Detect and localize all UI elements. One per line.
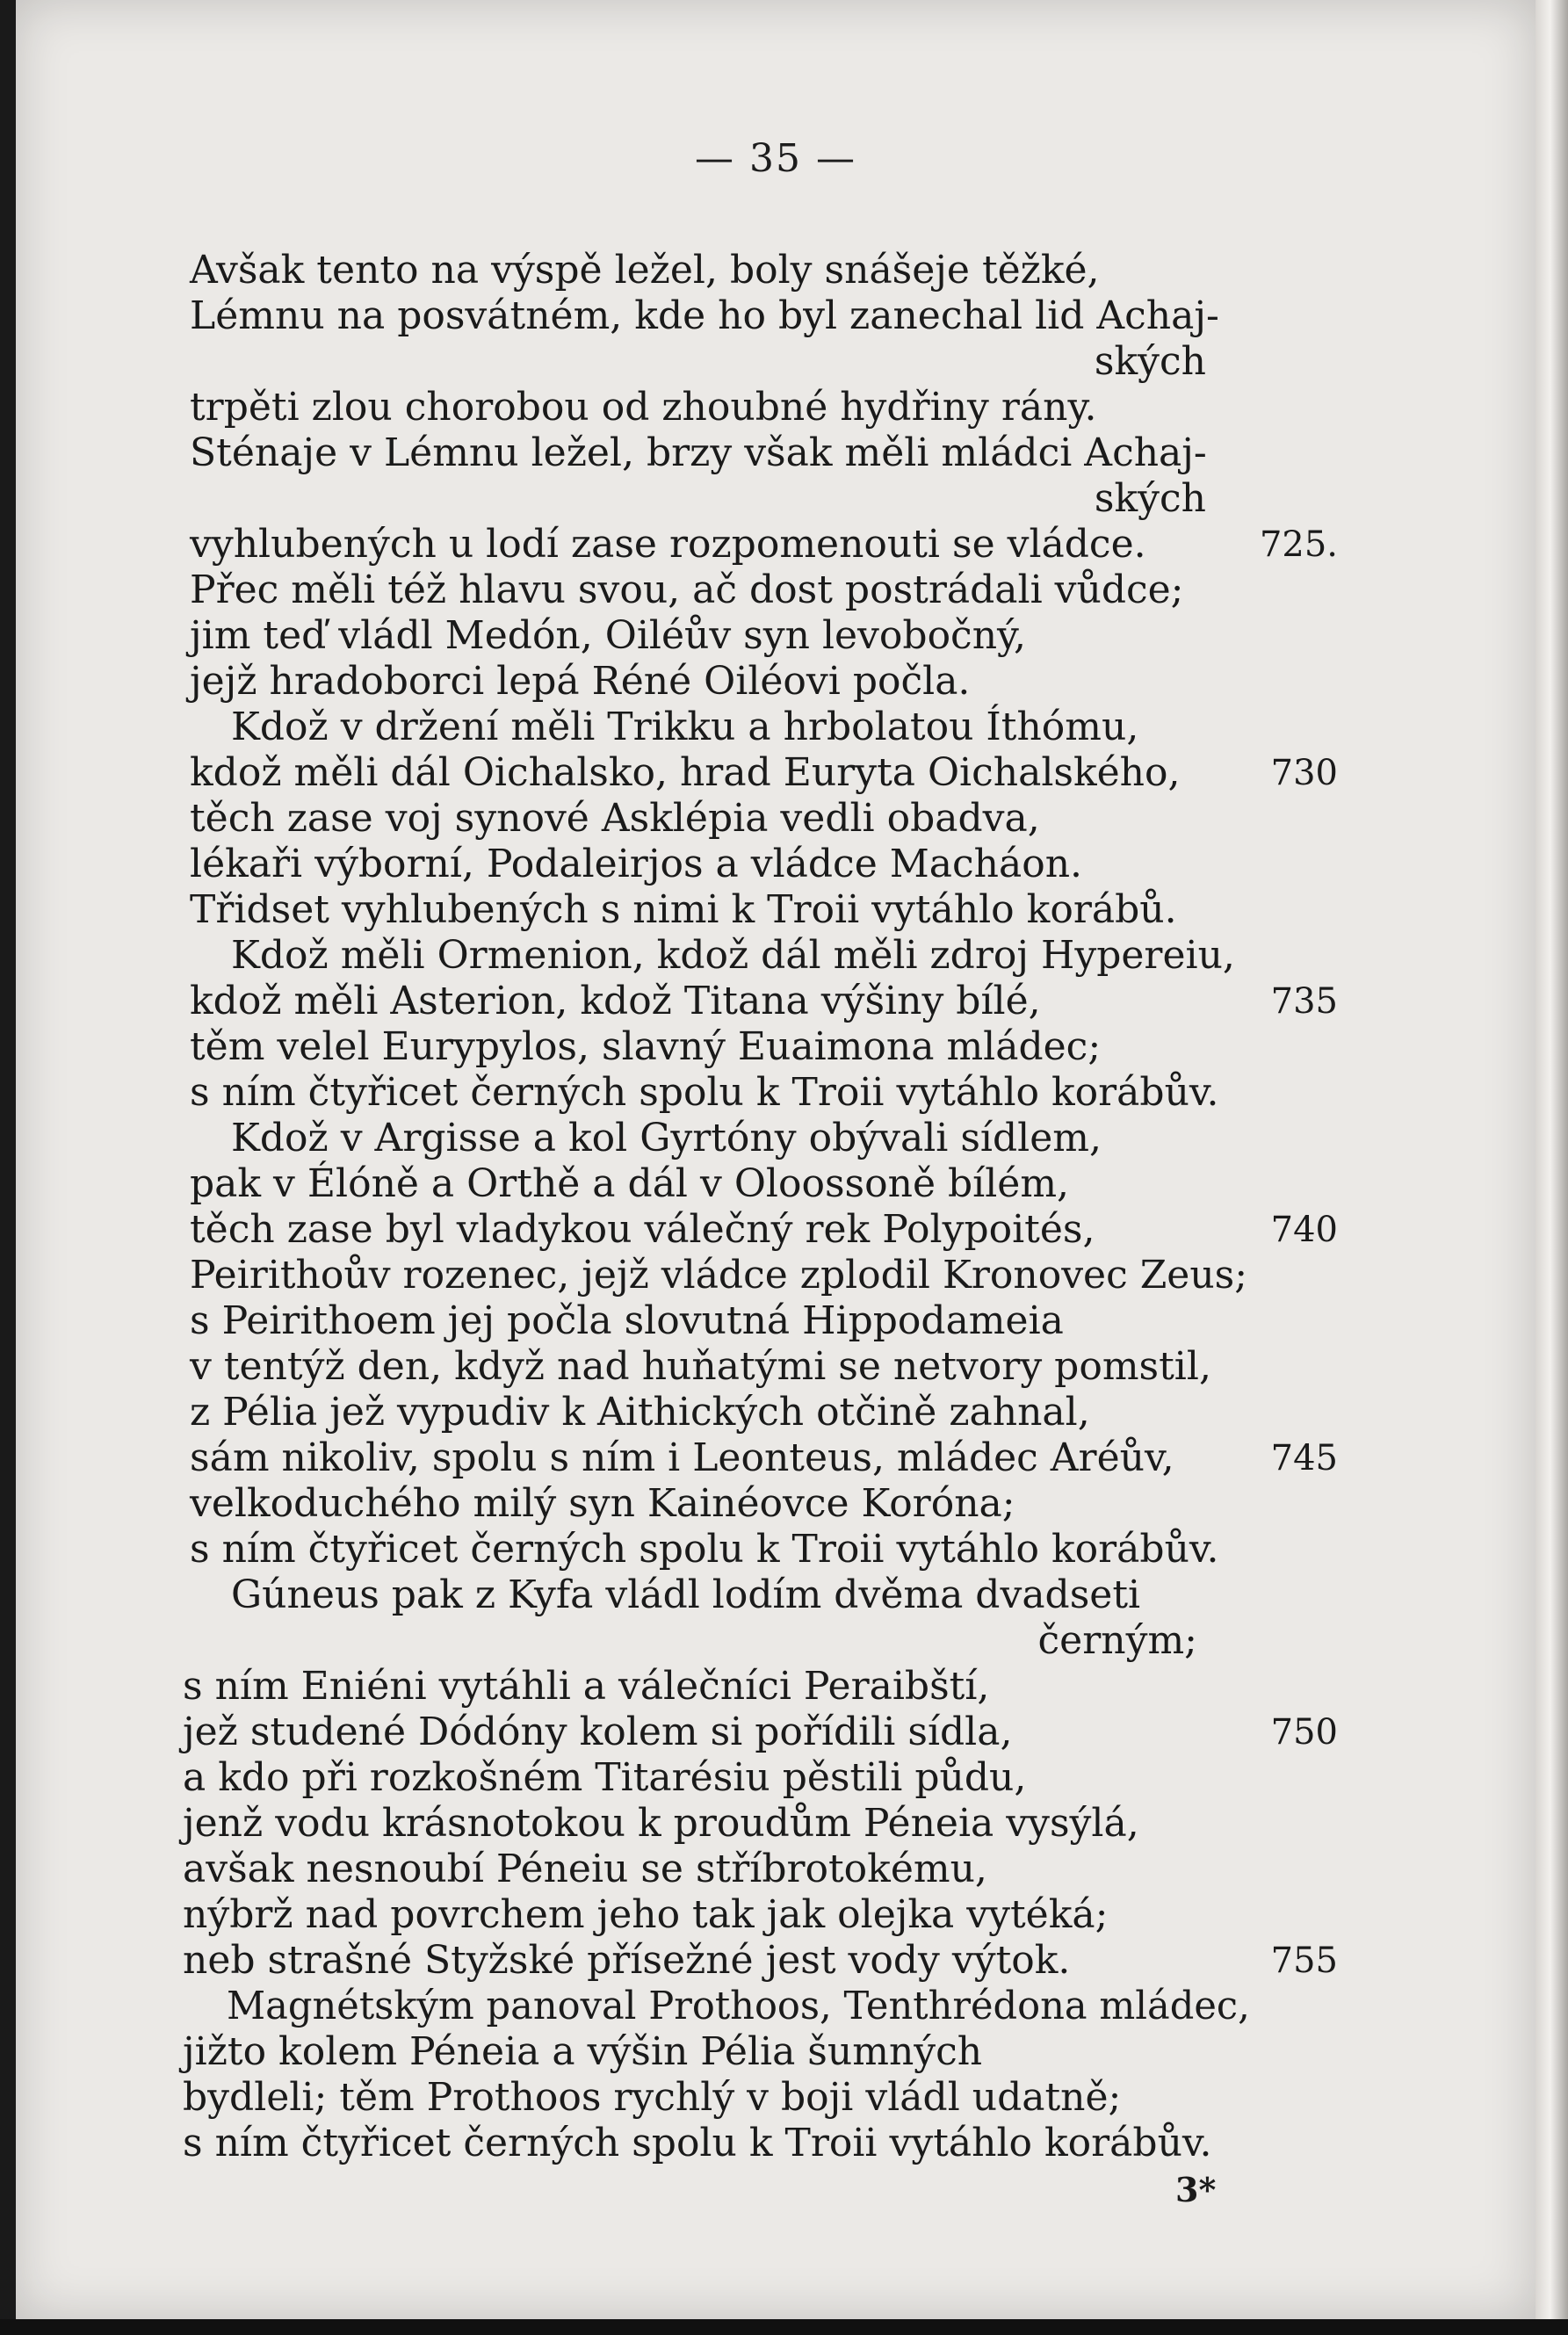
poem-line: jež studené Dódóny kolem si pořídili sídla, [183, 1710, 1013, 1754]
line-number: 750 [1270, 1712, 1338, 1753]
poem-line: s ním čtyřicet černých spolu k Troii vytáhlo korábův. [190, 1527, 1219, 1572]
line-number: 725. [1259, 524, 1338, 565]
poem-line-continuation: ských [1094, 339, 1206, 384]
poem-line-indented: Magnétským panoval Prothoos, Tenthrédona mládec, [227, 1984, 1250, 2028]
poem-line: Přec měli též hlavu svou, ač dost postrádali vůdce; [190, 567, 1184, 612]
line-number: 730 [1270, 753, 1338, 793]
poem-line: z Pélia jež vypudiv k Aithických otčině zahnal, [190, 1390, 1090, 1435]
poem-line-indented: Gúneus pak z Kyfa vládl lodím dvěma dvadseti [231, 1572, 1141, 1617]
poem-line-continuation: ských [1094, 476, 1206, 521]
line-number: 740 [1270, 1210, 1338, 1250]
page-shadow [0, 2319, 1568, 2335]
poem-line: velkoduchého milý syn Kainéovce Koróna; [190, 1481, 1015, 1526]
poem-line: těch zase voj synové Asklépia vedli obadva, [190, 796, 1040, 841]
poem-line-indented: Kdož v držení měli Trikku a hrbolatou Íthómu, [231, 705, 1139, 749]
poem-line: neb strašné Styžské přísežné jest vody výtok. [183, 1938, 1071, 1983]
line-number: 755 [1270, 1941, 1338, 1981]
page-number: — 35 — [695, 136, 856, 181]
book-page [16, 0, 1535, 2319]
line-number: 745 [1270, 1438, 1338, 1478]
poem-text [16, 0, 1535, 2319]
printer-signature-mark: 3* [1175, 2170, 1217, 2209]
poem-line: Lémnu na posvátném, kde ho byl zanechal lid Achaj- [190, 293, 1219, 338]
poem-line: jejž hradoborci lepá Réné Oiléovi počla. [190, 659, 971, 704]
poem-line: jim teď vládl Medón, Oiléův syn levobočný, [190, 613, 1027, 658]
poem-line: s ním čtyřicet černých spolu k Troii vytáhlo korábův. [183, 2121, 1212, 2165]
poem-line-continuation: černým; [1037, 1618, 1197, 1663]
poem-line: sám nikoliv, spolu s ním i Leonteus, mládec Aréův, [190, 1435, 1174, 1480]
poem-line: avšak nesnoubí Péneiu se stříbrotokému, [183, 1847, 987, 1891]
poem-line: kdož měli dál Oichalsko, hrad Euryta Oichalského, [190, 750, 1181, 795]
poem-line: jižto kolem Péneia a výšin Pélia šumných [183, 2029, 983, 2074]
line-number: 735 [1270, 981, 1338, 1022]
poem-line: těm velel Eurypylos, slavný Euaimona mládec; [190, 1024, 1102, 1069]
poem-line: bydleli; těm Prothoos rychlý v boji vládl udatně; [183, 2075, 1122, 2120]
poem-line: jenž vodu krásnotokou k proudům Péneia vysýlá, [183, 1801, 1139, 1846]
poem-line-indented: Kdož v Argisse a kol Gyrtóny obývali sídlem, [231, 1116, 1102, 1160]
poem-line: v tentýž den, když nad huňatými se netvory pomstil, [190, 1344, 1211, 1389]
poem-line-indented: Kdož měli Ormenion, kdož dál měli zdroj Hypereiu, [231, 933, 1235, 978]
poem-line: vyhlubených u lodí zase rozpomenouti se vládce. [190, 522, 1146, 567]
poem-line: s ním Eniéni vytáhli a válečníci Peraibští, [183, 1664, 990, 1709]
poem-line: a kdo při rozkošném Titarésiu pěstili půdu, [183, 1755, 1027, 1800]
poem-line: Avšak tento na výspě ležel, boly snášeje těžké, [190, 248, 1100, 293]
poem-line: pak v Élóně a Orthě a dál v Oloossoně bílém, [190, 1161, 1070, 1206]
poem-line: těch zase byl vladykou válečný rek Polypoités, [190, 1207, 1095, 1252]
poem-line: nýbrž nad povrchem jeho tak jak olejka vytéká; [183, 1892, 1109, 1937]
poem-line: Sténaje v Lémnu ležel, brzy však měli mládci Achaj- [190, 430, 1207, 475]
page-edge [1535, 0, 1568, 2335]
poem-line: s ním čtyřicet černých spolu k Troii vytáhlo korábův. [190, 1070, 1219, 1115]
poem-line: lékaři výborní, Podaleirjos a vládce Macháon. [190, 842, 1083, 886]
poem-line: Peirithoův rozenec, jejž vládce zplodil Kronovec Zeus; [190, 1253, 1248, 1298]
poem-line: trpěti zlou chorobou od zhoubné hydřiny rány. [190, 385, 1097, 430]
poem-line: s Peirithoem jej počla slovutná Hippodameia [190, 1298, 1064, 1343]
poem-line: kdož měli Asterion, kdož Titana výšiny bílé, [190, 979, 1041, 1023]
poem-line: Třidset vyhlubených s nimi k Troii vytáhlo korábů. [190, 887, 1177, 932]
